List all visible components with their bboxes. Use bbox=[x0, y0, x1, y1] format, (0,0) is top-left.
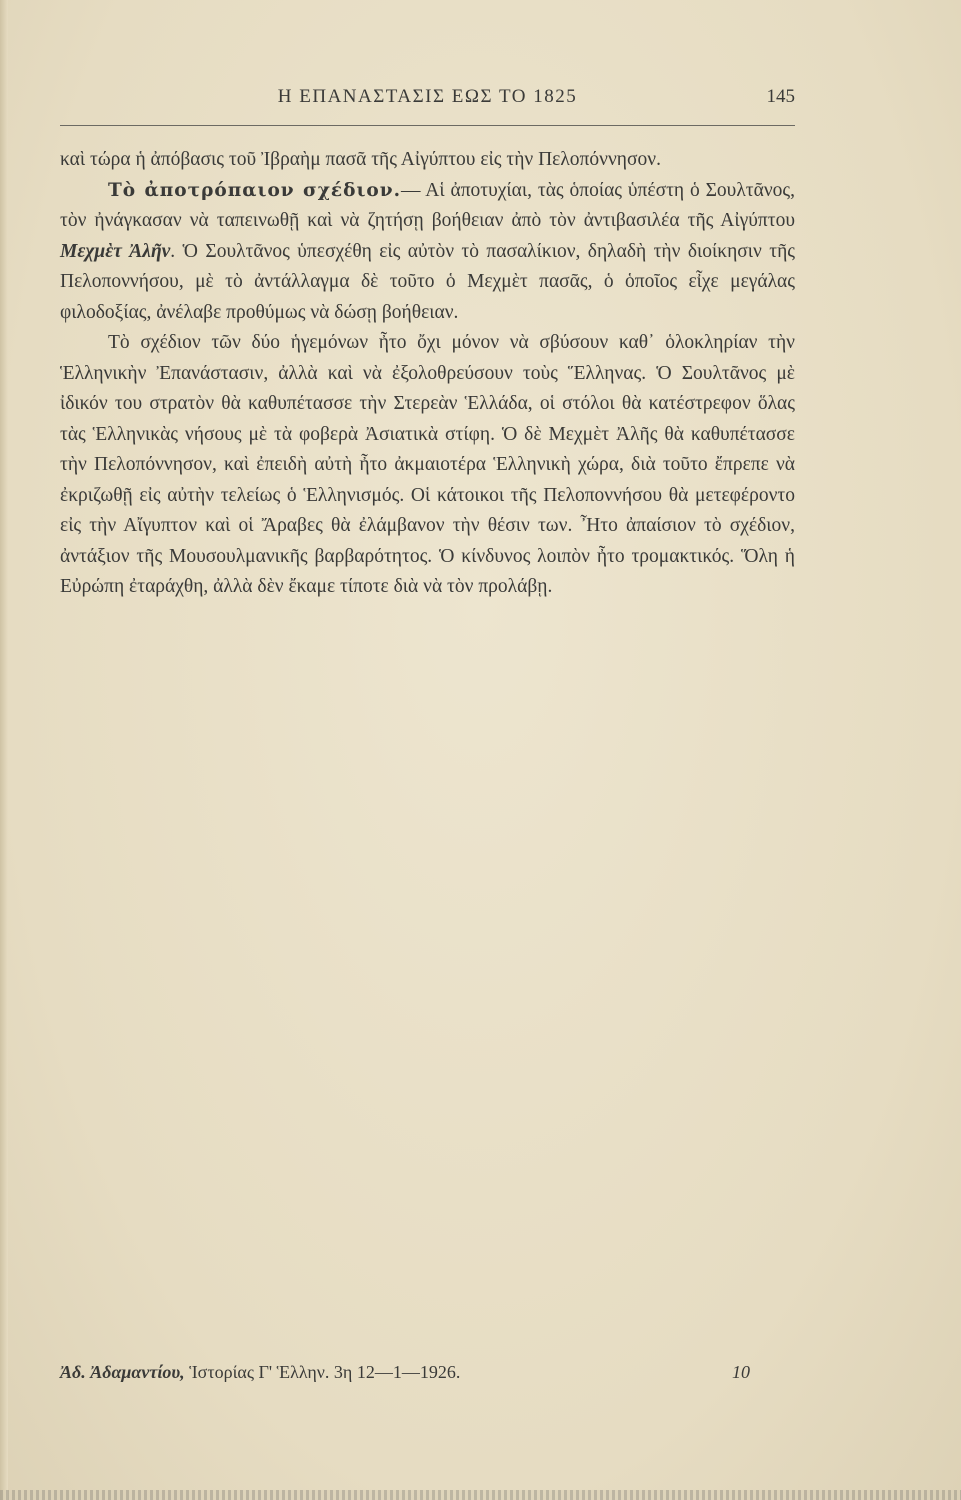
page-number: 145 bbox=[766, 86, 795, 107]
paragraph-3: Τὸ σχέδιον τῶν δύο ἡγεμόνων ἦτο ὄχι μόνον νὰ σβύσουν καθ᾽ ὁλοκληρίαν τὴν Ἑλληνικὴν Ἐπανάστασιν, ἀλλὰ καὶ νὰ ἐξολοθρεύσουν τοὺς Ἕλληνας. Ὁ Σουλτᾶνος μὲ ἰδικόν του στρατὸν θὰ καθυπέτασσε τὴν Στερεὰν Ἑλλάδα, οἱ στόλοι θὰ κατέστρεφον ὅλας τὰς Ἑλληνικὰς νήσους μὲ τὰ φοβερὰ Ἀσιατικὰ στίφη. Ὁ δὲ Μεχμὲτ Ἀλῆς θὰ καθυπέτασσε τὴν Πελοπόννησον, καὶ ἐπειδὴ αὐτὴ ἦτο ἀκμαιοτέρα Ἑλληνικὴ χώρα, διὰ τοῦτο ἔπρεπε νὰ ἐκριζωθῇ εἰς αὐτὴν τελείως ὁ Ἑλληνισμός. Οἱ κάτοικοι τῆς Πελοποννήσου θὰ μετεφέροντο εἰς τὴν Αἴγυπτον καὶ οἱ Ἄραβες θὰ ἐλάμβανον τὴν θέσιν των. Ἦτο ἀπαίσιον τὸ σχέδιον, ἀντάξιον τῆς Μουσουλμανικῆς βαρβαρότητος. Ὁ κίνδυνος λοιπὸν ἦτο τρομακτικός. Ὅλη ἡ Εὐρώπη ἐταράχθη, ἀλλὰ δὲν ἔκαμε τίποτε διὰ νὰ τὸν προλάβῃ. bbox=[60, 332, 795, 597]
emphasized-name: Μεχμὲτ Ἀλῆν bbox=[60, 240, 171, 262]
paragraph-1: καὶ τώρα ἡ ἀπόβασις τοῦ Ἰβραὴμ πασᾶ τῆς Αἰγύπτου εἰς τὴν Πελοπόννησον. bbox=[60, 149, 661, 170]
footer-author: Ἀδ. Ἀδαμαντίου, bbox=[60, 1362, 185, 1382]
running-header bbox=[60, 86, 795, 118]
header-rule bbox=[60, 125, 795, 126]
paragraph-heading: Τὸ ἀποτρόπαιον σχέδιον. bbox=[108, 179, 402, 201]
footer-citation-text: Ἱστορίας Γ' Ἑλλην. 3η 12—1—1926. bbox=[184, 1362, 461, 1382]
page-binding-edge bbox=[0, 0, 8, 1500]
page-bottom-edge bbox=[0, 1490, 961, 1500]
paragraph-2-text-a: — Αἱ ἀποτυχίαι, τὰς ὁποίας ὑπέστη ὁ Σουλτᾶνος, τὸν ἠνάγκασαν νὰ ταπεινωθῇ καὶ νὰ ζητήσῃ βοήθειαν ἀπὸ τὸν ἀντιβασιλέα τῆς Αἰγύπτου bbox=[60, 179, 795, 231]
page-footer bbox=[60, 1362, 795, 1392]
paragraph-2-text-b: . Ὁ Σουλτᾶνος ὑπεσχέθη εἰς αὐτὸν τὸ πασαλίκιον, δηλαδὴ τὴν διοίκησιν τῆς Πελοποννήσου, μὲ τὸ ἀντάλλαγμα δὲ τοῦτο ὁ Μεχμὲτ πασᾶς, ὁ ὁποῖος εἶχε μεγάλας φιλοδοξίας, ἀνέλαβε προθύμως νὰ δώσῃ βοήθειαν. bbox=[60, 240, 795, 323]
paragraph-2 bbox=[60, 176, 795, 329]
running-title: Η ΕΠΑΝΑΣΤΑΣΙΣ ΕΩΣ ΤΟ 1825 bbox=[277, 86, 578, 107]
footer-citation bbox=[60, 1362, 460, 1383]
signature-mark: 10 bbox=[732, 1362, 750, 1382]
body-text bbox=[60, 145, 795, 603]
